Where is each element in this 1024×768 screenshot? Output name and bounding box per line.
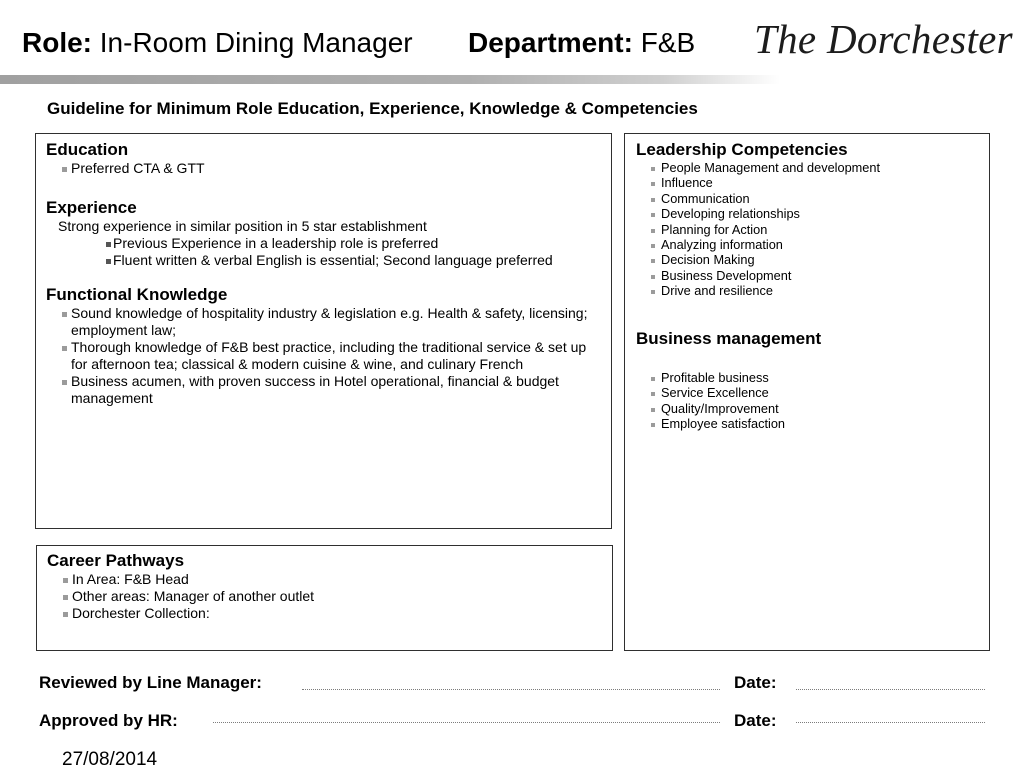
square-bullet-icon bbox=[651, 275, 655, 279]
competencies-panel bbox=[624, 133, 990, 651]
square-bullet-icon bbox=[651, 244, 655, 248]
education-list bbox=[46, 160, 205, 177]
square-bullet-icon bbox=[651, 377, 655, 381]
functional-knowledge-item-text: Thorough knowledge of F&B best practice, including the traditional service & set up for afternoon tea; classical & modern cuisine & wine, and culinary French bbox=[71, 339, 587, 372]
department-value: F&B bbox=[640, 27, 696, 58]
square-bullet-icon bbox=[651, 182, 655, 186]
leadership-competency-item bbox=[636, 206, 880, 221]
business-management-item bbox=[636, 370, 821, 385]
business-management-item bbox=[636, 385, 821, 400]
business-management-list bbox=[636, 370, 821, 432]
career-pathways-item bbox=[47, 605, 314, 622]
functional-knowledge-item bbox=[46, 305, 597, 339]
reviewer-signature-line bbox=[302, 689, 720, 690]
leadership-competency-text: Drive and resilience bbox=[661, 283, 773, 298]
role-value: In-Room Dining Manager bbox=[99, 27, 413, 58]
square-bullet-icon bbox=[651, 259, 655, 263]
square-bullet-icon bbox=[651, 198, 655, 202]
business-management-item bbox=[636, 416, 821, 431]
education-section bbox=[46, 140, 205, 177]
document-date: 27/08/2014 bbox=[62, 749, 158, 768]
leadership-competency-item bbox=[636, 283, 880, 298]
leadership-competency-item bbox=[636, 160, 880, 175]
leadership-competency-item bbox=[636, 222, 880, 237]
square-bullet-icon bbox=[62, 167, 67, 172]
experience-section bbox=[46, 198, 553, 269]
business-management-text: Profitable business bbox=[661, 370, 769, 385]
career-pathways-item-text: Other areas: Manager of another outlet bbox=[72, 588, 315, 604]
role-title bbox=[22, 27, 413, 59]
hr-signature-line bbox=[213, 722, 720, 723]
functional-knowledge-item bbox=[46, 373, 597, 407]
functional-knowledge-item-text: Sound knowledge of hospitality industry & legislation e.g. Health & safety, licensing; employment law; bbox=[71, 305, 588, 338]
functional-knowledge-heading: Functional Knowledge bbox=[46, 285, 228, 304]
career-pathways-item bbox=[47, 571, 314, 588]
career-pathways-item-text: Dorchester Collection: bbox=[72, 605, 210, 621]
hr-date-line bbox=[796, 722, 985, 723]
square-bullet-icon bbox=[651, 290, 655, 294]
square-bullet-icon bbox=[651, 167, 655, 171]
leadership-competency-item bbox=[636, 175, 880, 190]
square-bullet-icon bbox=[651, 408, 655, 412]
leadership-competency-text: Influence bbox=[661, 175, 713, 191]
business-management-heading: Business management bbox=[636, 329, 822, 348]
leadership-competency-item bbox=[636, 237, 880, 252]
career-pathways-item-text: In Area: F&B Head bbox=[72, 571, 189, 587]
experience-heading: Experience bbox=[46, 198, 137, 217]
business-management-section bbox=[636, 329, 821, 432]
education-heading: Education bbox=[46, 140, 129, 159]
square-bullet-icon bbox=[63, 595, 68, 600]
role-label: Role: bbox=[22, 27, 92, 58]
square-bullet-icon bbox=[651, 392, 655, 396]
reviewed-date-label: Date: bbox=[734, 673, 777, 692]
square-bullet-icon bbox=[62, 312, 67, 317]
career-pathways-panel bbox=[36, 545, 613, 651]
leadership-competency-text: People Management and development bbox=[661, 160, 881, 175]
dorchester-logo: The Dorchester bbox=[754, 16, 1013, 62]
career-pathways-list bbox=[47, 571, 314, 622]
leadership-competencies-heading: Leadership Competencies bbox=[636, 140, 848, 159]
reviewer-date-line bbox=[796, 689, 985, 690]
functional-knowledge-list bbox=[46, 305, 597, 407]
header-divider-bar bbox=[0, 75, 780, 84]
approved-by-label: Approved by HR: bbox=[39, 711, 178, 730]
square-bullet-icon bbox=[63, 578, 68, 583]
business-management-text: Quality/Improvement bbox=[661, 400, 779, 416]
experience-item bbox=[46, 235, 553, 252]
experience-summary: Strong experience in similar position in 5 star establishment bbox=[58, 218, 427, 234]
square-bullet-icon bbox=[106, 259, 111, 264]
education-item-text: Preferred CTA & GTT bbox=[71, 160, 205, 176]
leadership-competency-item bbox=[636, 268, 880, 283]
leadership-competencies-section bbox=[636, 140, 880, 298]
career-pathways-section bbox=[47, 551, 314, 622]
functional-knowledge-item bbox=[46, 339, 597, 373]
leadership-competency-text: Planning for Action bbox=[661, 221, 768, 237]
department-title bbox=[468, 27, 695, 59]
reviewed-by-label: Reviewed by Line Manager: bbox=[39, 673, 262, 692]
business-management-item bbox=[636, 401, 821, 416]
functional-knowledge-section bbox=[46, 285, 597, 407]
experience-item-text: Previous Experience in a leadership role is preferred bbox=[113, 235, 439, 251]
square-bullet-icon bbox=[651, 229, 655, 233]
experience-item-text: Fluent written & verbal English is essential; Second language preferred bbox=[113, 252, 553, 268]
guideline-title: Guideline for Minimum Role Education, Experience, Knowledge & Competencies bbox=[47, 99, 698, 118]
square-bullet-icon bbox=[651, 213, 655, 217]
experience-item bbox=[46, 252, 553, 269]
requirements-panel bbox=[35, 133, 612, 529]
leadership-competency-text: Business Development bbox=[661, 267, 792, 283]
square-bullet-icon bbox=[62, 380, 67, 385]
square-bullet-icon bbox=[63, 612, 68, 617]
business-management-text: Employee satisfaction bbox=[661, 416, 786, 432]
functional-knowledge-item-text: Business acumen, with proven success in Hotel operational, financial & budget management bbox=[71, 373, 559, 406]
education-item bbox=[46, 160, 205, 177]
career-pathways-heading: Career Pathways bbox=[47, 551, 185, 570]
leadership-competency-text: Developing relationships bbox=[661, 206, 800, 222]
square-bullet-icon bbox=[62, 346, 67, 351]
square-bullet-icon bbox=[106, 242, 111, 247]
square-bullet-icon bbox=[651, 423, 655, 427]
leadership-competency-text: Communication bbox=[661, 190, 750, 206]
business-management-text: Service Excellence bbox=[661, 385, 769, 401]
leadership-competency-text: Analyzing information bbox=[661, 236, 783, 252]
approved-date-label: Date: bbox=[734, 711, 777, 730]
department-label: Department: bbox=[468, 27, 633, 58]
leadership-competency-text: Decision Making bbox=[661, 252, 755, 268]
leadership-competency-item bbox=[636, 191, 880, 206]
career-pathways-item bbox=[47, 588, 314, 605]
leadership-competency-item bbox=[636, 252, 880, 267]
leadership-competencies-list bbox=[636, 160, 880, 298]
